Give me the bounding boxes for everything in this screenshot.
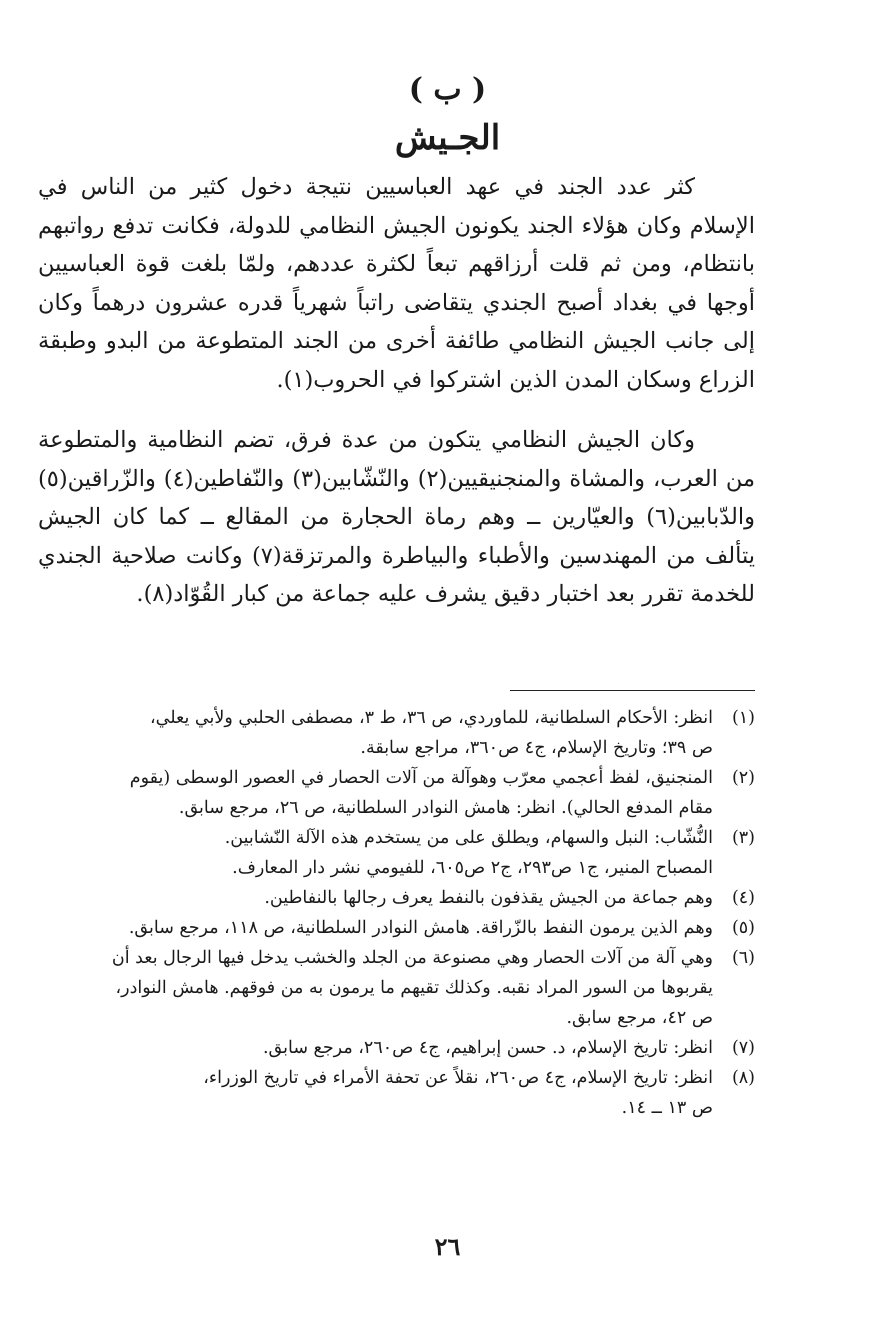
section-letter: ( ب ) — [408, 72, 487, 107]
footnote — [38, 823, 755, 883]
footnote-number: (١) — [731, 708, 755, 728]
footnote-line: مقام المدفع الحالي). انظر: هامش النوادر السلطانية، ص ٢٦، مرجع سابق. — [178, 798, 713, 818]
footnote-text — [38, 703, 713, 763]
footnote-number: (٥) — [731, 918, 755, 938]
footnote-line: انظر: تاريخ الإسلام، د. حسن إبراهيم، ج٤ ص٢٦٠، مرجع سابق. — [262, 1038, 713, 1058]
footnote — [38, 913, 755, 943]
footnote-text — [38, 883, 713, 913]
footnote — [38, 1063, 755, 1123]
footnote — [38, 1033, 755, 1063]
footnote-line: المنجنيق، لفظ أعجمي معرّب وهوآلة من آلات الحصار في العصور الوسطى (يقوم — [129, 768, 713, 788]
footnote-text — [38, 1063, 713, 1123]
footnote-line: المصباح المنير، ج١ ص٢٩٣، ج٢ ص٦٠٥، للفيومي نشر دار المعارف. — [232, 858, 713, 878]
footnote-line: انظر: تاريخ الإسلام، ج٤ ص٢٦٠، نقلاً عن تحفة الأمراء في تاريخ الوزراء، — [203, 1068, 713, 1088]
footnotes-list — [38, 703, 755, 1123]
page-number: ٢٦ — [434, 1232, 461, 1261]
footnote — [38, 703, 755, 763]
footnote-number: (٧) — [731, 1038, 755, 1058]
footnote-line: وهي آلة من آلات الحصار وهي مصنوعة من الجلد والخشب يدخل فيها الرجال بعد أن — [111, 948, 713, 968]
footnote-line: ص ٤٢، مرجع سابق. — [566, 1008, 713, 1028]
footnote-number: (٤) — [731, 888, 755, 908]
footnote-line: ص ٣٩؛ وتاريخ الإسلام، ج٤ ص٣٦٠، مراجع سابقة. — [360, 738, 713, 758]
footnote-number: (٣) — [731, 828, 755, 848]
footnote-line: انظر: الأحكام السلطانية، للماوردي، ص ٣٦، ط ٣، مصطفى الحلبي ولأبي يعلي، — [150, 708, 713, 728]
footnote-line: وهم جماعة من الجيش يقذفون بالنفط يعرف رجالها بالنفاطين. — [264, 888, 713, 908]
footnote-line: ص ١٣ ــ ١٤. — [621, 1098, 713, 1118]
footnote-text — [38, 823, 713, 883]
footnote-number: (٦) — [731, 948, 755, 968]
footnote-line: وهم الذين يرمون النفط بالزّراقة. هامش النوادر السلطانية، ص ١١٨، مرجع سابق. — [128, 918, 713, 938]
footnote-separator — [510, 690, 755, 691]
body-text — [38, 168, 755, 614]
footnote — [38, 943, 755, 1033]
body-paragraph: وكان الجيش النظامي يتكون من عدة فرق، تضم النظامية والمتطوعة من العرب، والمشاة والمنجنيقيين(٢) والنّشّابين(٣) والنّفاطين(٤) والزّراقين(٥) والدّبابين(٦) والعيّارين ــ وهم رماة الحجارة من المقالع ــ كما كان الجيش يتألف من المهندسين والأطباء والبياطرة والمرتزقة(٧) وكانت صلاحية الجندي للخدمة تقرر بعد اختبار دقيق يشرف عليه جماعة من كبار القُوّاد(٨). — [38, 427, 755, 607]
footnote-text — [38, 943, 713, 1033]
footnote — [38, 763, 755, 823]
footnote-text — [38, 913, 713, 943]
footnote-text — [38, 763, 713, 823]
footnote-line: النُّشّاب: النبل والسهام، ويطلق على من يستخدم هذه الآلة النّشابين. — [224, 828, 713, 848]
footnote — [38, 883, 755, 913]
footnote-number: (٢) — [731, 768, 755, 788]
footnote-text — [38, 1033, 713, 1063]
section-title: الجـيش — [394, 118, 501, 158]
footnote-number: (٨) — [731, 1068, 755, 1088]
body-paragraph: كثر عدد الجند في عهد العباسيين نتيجة دخول كثير من الناس في الإسلام وكان هؤلاء الجند يكونون الجيش النظامي للدولة، فكانت تدفع رواتبهم بانتظام، ومن ثم قلت أرزاقهم تبعاً لكثرة عددهم، ولمّا بلغت قوة العباسيين أوجها في بغداد أصبح الجندي يتقاضى راتباً شهرياً قدره عشرون درهماً وكان إلى جانب الجيش النظامي طائفة أخرى من الجند المتطوعة من البدو وطبقة الزراع وسكان المدن الذين اشتركوا في الحروب(١). — [38, 174, 755, 393]
footnote-line: يقربوها من السور المراد نقبه. وكذلك تقيهم ما يرمون به من فوقهم. هامش النوادر، — [115, 978, 713, 998]
